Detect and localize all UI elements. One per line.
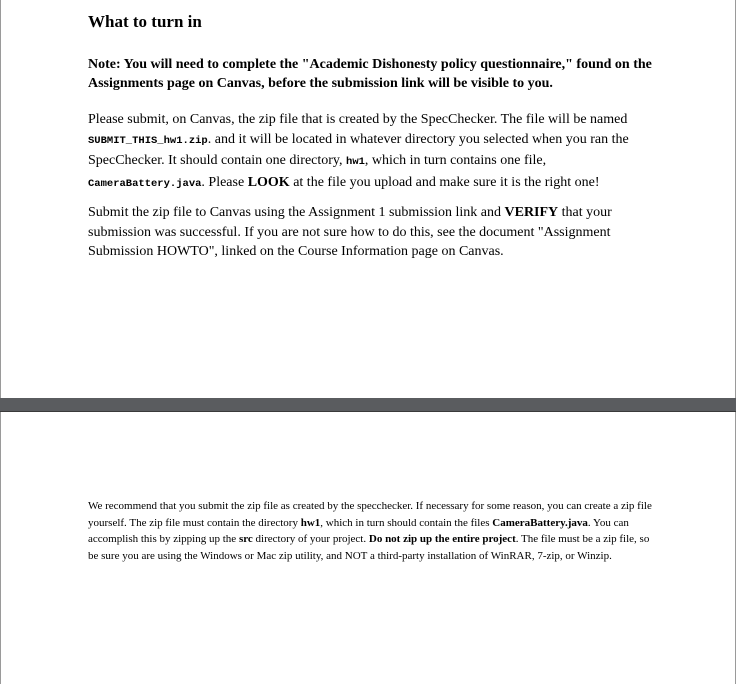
- text-run: , which in turn should contain the files: [320, 516, 493, 529]
- text-run: directory of your project.: [252, 533, 369, 545]
- text-run: . The file must be a zip file, so be sure you are using the Windows or Mac zip utility, and NOT a third-party installation of WinRAR, 7-zip, or Winzip.: [88, 533, 650, 562]
- page-separator: [0, 398, 736, 412]
- text-run: . and it will be located in whatever directory you selected when you ran the SpecChecker. It should contain one directory,: [88, 131, 629, 168]
- verify-paragraph: [88, 203, 663, 262]
- bold-src: src: [238, 533, 253, 545]
- text-run: . Please: [201, 174, 248, 190]
- text-run: . You can accomplish this by zipping up the: [88, 516, 629, 545]
- directory-name: hw1: [346, 156, 365, 168]
- note-paragraph: Note: You will need to complete the "Academic Dishonesty policy questionnaire," found on the Assignments page on Canvas, before the submission link will be visible to you.: [88, 57, 652, 91]
- java-filename: CameraBattery.java: [88, 177, 202, 190]
- text-run: , which in turn contains one file,: [364, 153, 547, 168]
- bold-warning: Do not zip up the entire project: [368, 533, 516, 545]
- bold-hw1: hw1: [300, 516, 321, 529]
- document-page-2: [0, 412, 736, 684]
- emphasis-verify: VERIFY: [504, 205, 559, 220]
- zip-filename: SUBMIT_THIS_hw1.zip: [88, 134, 208, 147]
- section-heading: What to turn in: [88, 12, 202, 31]
- text-run: Submit the zip file to Canvas using the Assignment 1 submission link and: [88, 205, 505, 220]
- text-run: that your submission was successful. If you are not sure how to do this, see the document "Assignment Submission HOWTO", linked on the Course Information page on Canvas.: [88, 205, 612, 259]
- submission-paragraph: [88, 110, 663, 194]
- text-run: We recommend that you submit the zip file as created by the specchecker. If necessary for some reason, you can create a zip file yourself. The zip file must contain the directory: [88, 500, 652, 529]
- bold-java-file: CameraBattery.java: [492, 516, 588, 529]
- emphasis-look: LOOK: [247, 174, 290, 190]
- text-run: at the file you upload and make sure it is the right one!: [289, 174, 600, 190]
- recommendation-paragraph: [88, 498, 653, 564]
- text-run: Please submit, on Canvas, the zip file that is created by the SpecChecker. The file will be named: [88, 112, 628, 127]
